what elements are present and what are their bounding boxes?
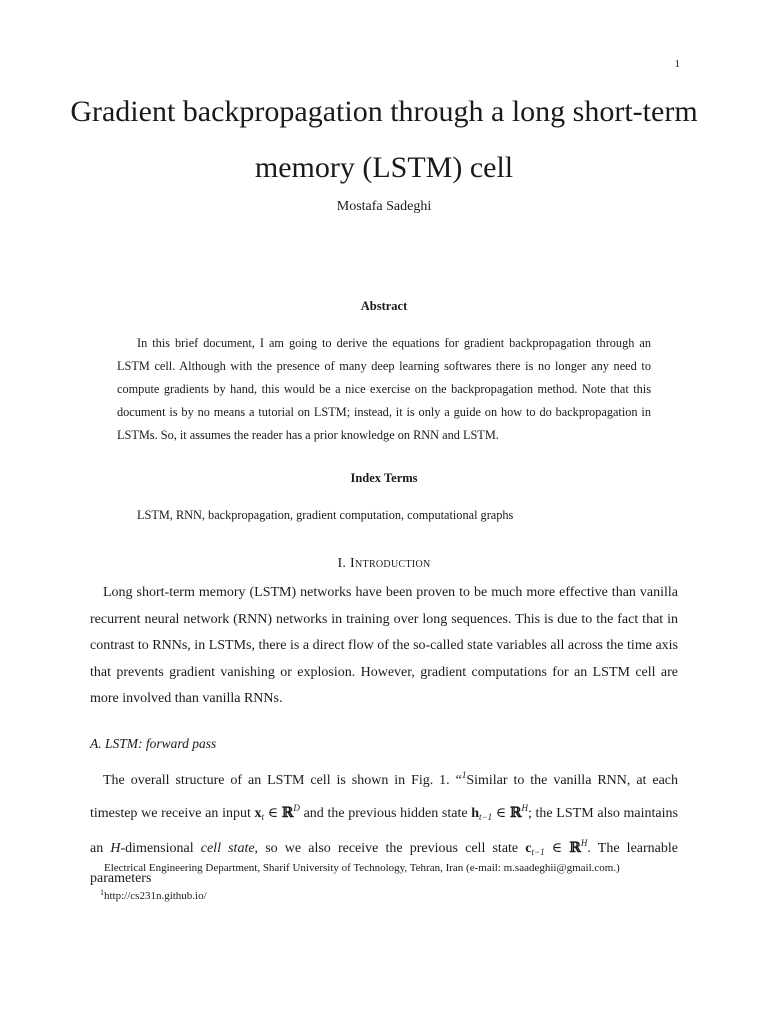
paper-title: Gradient backpropagation through a long short-term memory (LSTM) cell xyxy=(70,95,698,184)
text-run: , so we also receive the previous cell state xyxy=(254,841,526,856)
text-run: The overall structure of an LSTM cell is shown in Fig. 1. “ xyxy=(103,773,462,788)
math-sub: t−1 xyxy=(479,811,493,822)
math-sub: t xyxy=(261,811,265,822)
math-sub: t−1 xyxy=(531,847,545,857)
text-run: and the previous hidden state xyxy=(299,805,472,821)
section-heading xyxy=(0,556,768,572)
footnote-text: Electrical Engineering Department, Sharif University of Technology, Tehran, Iran (e-mail: m.saadeghii@gmail.com.) xyxy=(104,862,620,874)
footnote-affiliation xyxy=(104,861,678,875)
footnote-mark: 1 xyxy=(100,888,104,897)
footnotes xyxy=(100,861,678,914)
math-reals: ℝ xyxy=(509,804,522,821)
math-H: H xyxy=(110,841,121,856)
index-terms-heading: Index Terms xyxy=(350,471,418,485)
section-number: I. xyxy=(337,556,347,571)
math-x: x xyxy=(254,805,262,821)
introduction-paragraph: Long short-term memory (LSTM) networks have been proven to be much more effective than vanilla recurrent neural network (RNN) networks in training over long sequences. This is due to the fact that in contrast to RNNs, in LSTMs, there is a direct flow of the so-called state variables all across the time axis that prevents gradient vanishing or explosion. However, gradient computations for an LSTM cell are more involved than vanilla RNNs. xyxy=(90,585,678,706)
abstract-text: In this brief document, I am going to derive the equations for gradient backpropagation through an LSTM cell. Although with the presence of many deep learning softwares there is no longer any need to compute gradients by hand, this would be a nice exercise on the backpropagation method. Note that this document is by no means a tutorial on LSTM; instead, it is only a guide on how to do backpropagation in LSTMs. So, it assumes the reader has a prior knowledge on RNN and LSTM. xyxy=(117,336,651,442)
math-h: h xyxy=(471,805,480,821)
index-terms-text: LSTM, RNN, backpropagation, gradient computation, computational graphs xyxy=(137,508,514,522)
footnote-ref: 1 xyxy=(461,770,467,780)
text-run: Similar to the vanilla RNN, at each timestep we receive an input xyxy=(90,773,678,821)
text-run: -dimensional xyxy=(120,841,201,856)
math-in: ∈ xyxy=(544,841,570,856)
subsection-number: A. xyxy=(90,736,102,751)
subsection-heading xyxy=(90,736,216,752)
math-sup: H xyxy=(580,838,588,848)
footnote-url xyxy=(100,886,678,903)
cell-state-term: cell state xyxy=(200,841,255,856)
section-title: Introduction xyxy=(350,556,431,571)
math-sup: D xyxy=(293,802,300,813)
math-reals: ℝ xyxy=(281,804,294,821)
page-number: 1 xyxy=(674,58,680,70)
abstract-heading: Abstract xyxy=(360,299,408,313)
footnote-text: http://cs231n.github.io/ xyxy=(104,890,207,902)
subsection-title: LSTM: forward pass xyxy=(105,736,217,751)
math-in: ∈ xyxy=(264,805,282,821)
math-in: ∈ xyxy=(492,805,510,821)
math-c: c xyxy=(525,841,532,856)
text-run: . The learnable parameters xyxy=(90,841,678,886)
math-reals: ℝ xyxy=(569,840,581,856)
author-name: Mostafa Sadeghi xyxy=(336,199,432,214)
text-run: ; the LSTM also maintains an xyxy=(90,805,678,856)
math-sup: H xyxy=(521,802,528,813)
